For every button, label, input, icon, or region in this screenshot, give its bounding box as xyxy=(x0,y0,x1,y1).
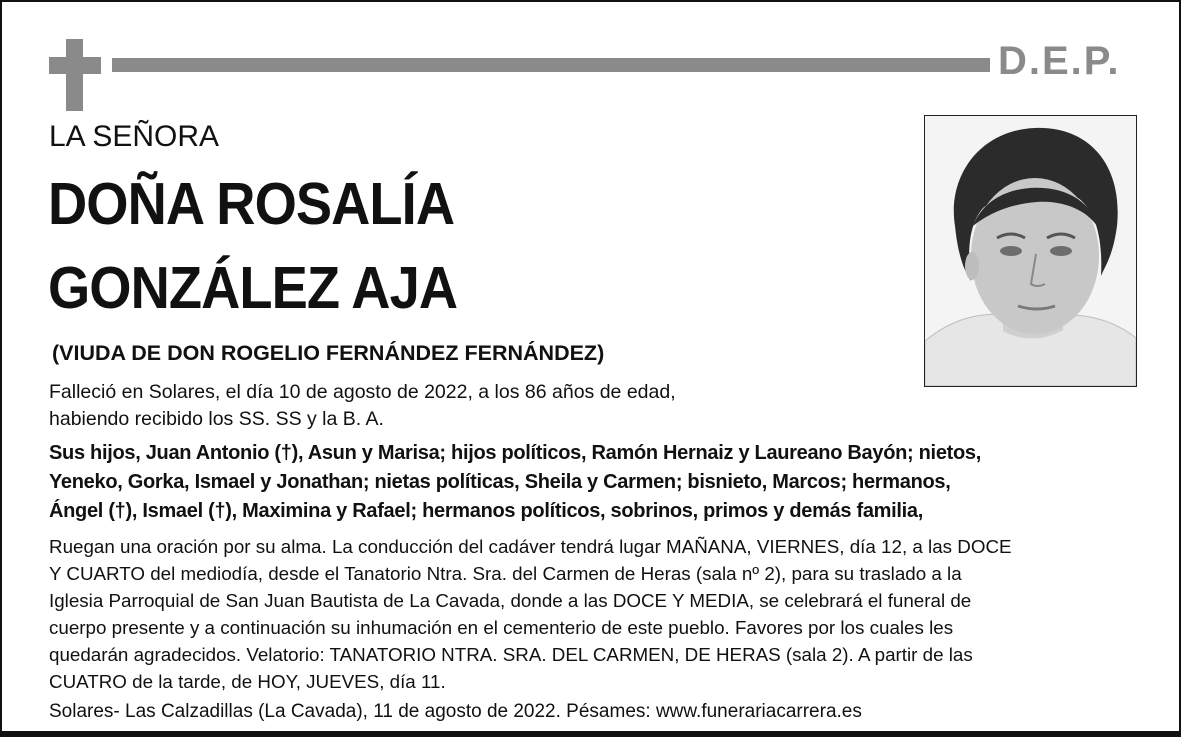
announcement-line: cuerpo presente y a continuación su inhumación en el cementerio de este pueblo. Favores por los cuales les xyxy=(49,617,954,638)
death-info-line: Falleció en Solares, el día 10 de agosto de 2022, a los 86 años de edad, xyxy=(49,381,676,403)
announcement-line: quedarán agradecidos. Velatorio: TANATORIO NTRA. SRA. DEL CARMEN, DE HERAS (sala 2). A partir de las xyxy=(49,644,973,665)
announcement-line: Iglesia Parroquial de San Juan Bautista de La Cavada, donde a las DOCE Y MEDIA, se celebrará el funeral de xyxy=(49,590,972,611)
widow-of: (VIUDA DE DON ROGELIO FERNÁNDEZ FERNÁNDEZ) xyxy=(52,341,605,365)
family-line: Yeneko, Gorka, Ismael y Jonathan; nietas políticas, Sheila y Carmen; bisnieto, Marcos; hermanos, xyxy=(49,471,951,493)
announcement-line: Ruegan una oración por su alma. La conducción del cadáver tendrá lugar MAÑANA, VIERNES, día 12, a las DOCE xyxy=(49,536,1012,557)
announcement-line: CUATRO de la tarde, de HOY, JUEVES, día 11. xyxy=(49,671,446,692)
honorific-prefix: LA SEÑORA xyxy=(49,120,220,153)
footer-place-date: Solares- Las Calzadillas (La Cavada), 11 de agosto de 2022. Pésames: www.funerariacarrera.es xyxy=(49,701,862,722)
death-info-line: habiendo recibido los SS. SS y la B. A. xyxy=(49,408,384,430)
deceased-name-line1: DOÑA ROSALÍA xyxy=(48,171,455,237)
dep-label: D.E.P. xyxy=(998,39,1121,83)
family-line: Sus hijos, Juan Antonio (†), Asun y Marisa; hijos políticos, Ramón Hernaiz y Laureano Bayón; nietos, xyxy=(49,442,981,464)
family-line: Ángel (†), Ismael (†), Maximina y Rafael; hermanos políticos, sobrinos, primos y demás familia, xyxy=(49,500,923,522)
announcement-line: Y CUARTO del mediodía, desde el Tanatorio Ntra. Sra. del Carmen de Heras (sala nº 2), para su traslado a la xyxy=(49,563,962,584)
deceased-portrait-photo xyxy=(924,115,1137,387)
cross-icon xyxy=(49,39,101,111)
header-divider xyxy=(112,58,990,72)
deceased-name-line2: GONZÁLEZ AJA xyxy=(48,255,458,321)
